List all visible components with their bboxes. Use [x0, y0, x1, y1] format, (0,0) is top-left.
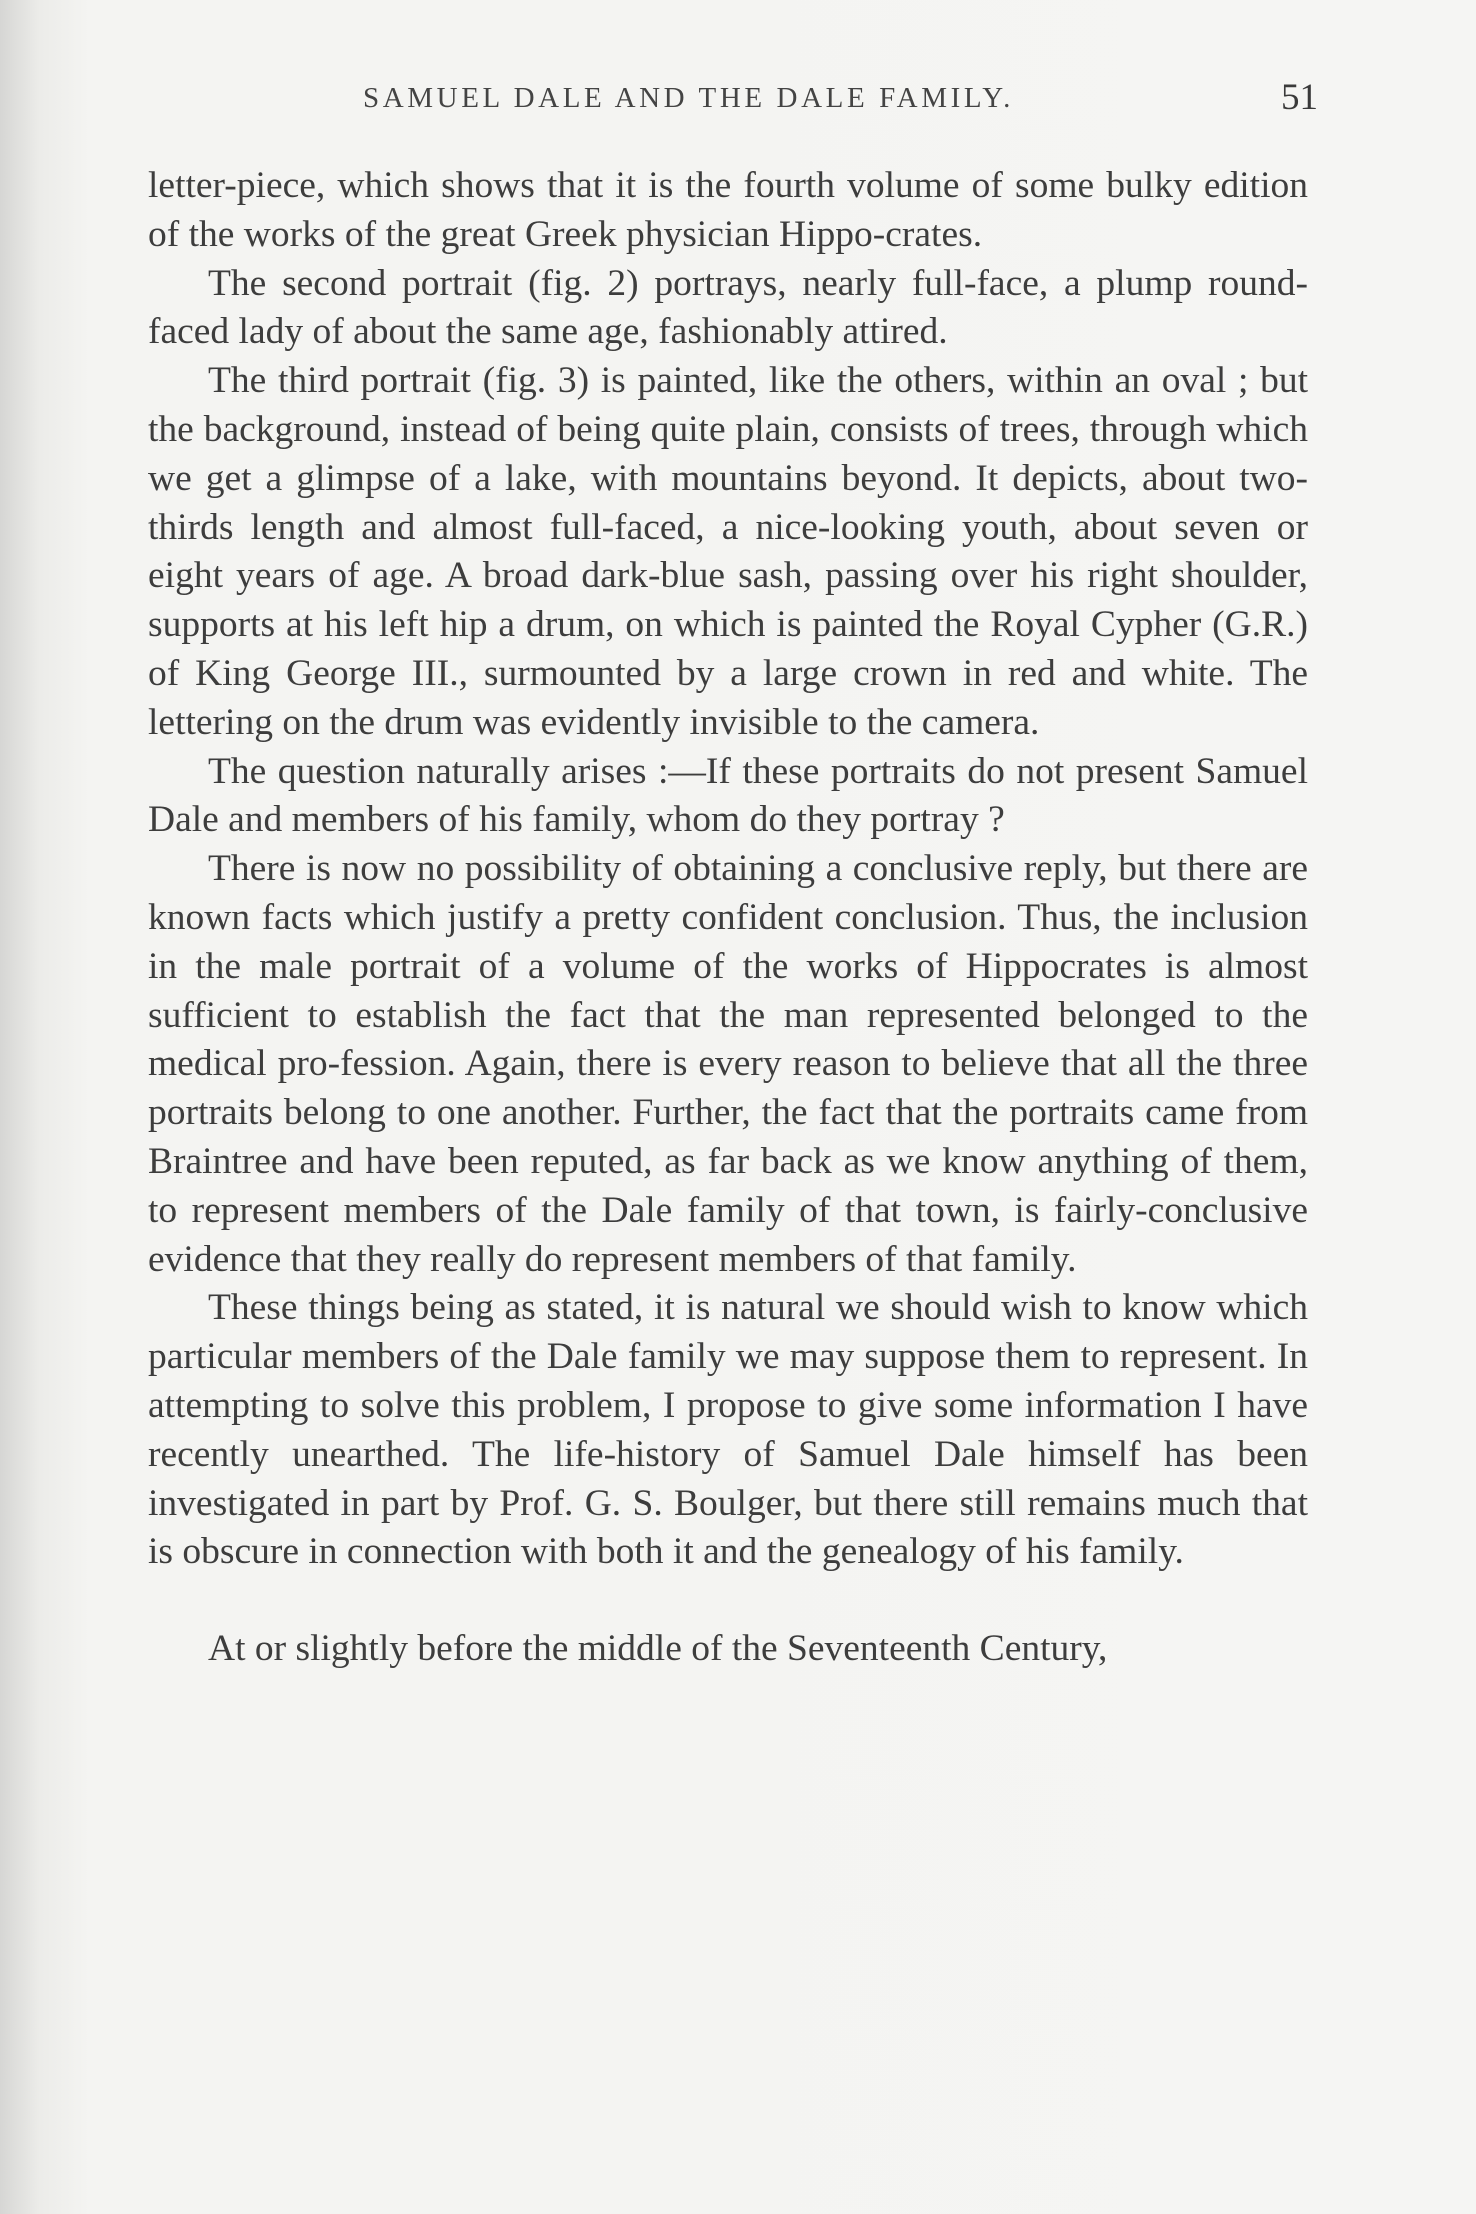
paragraph-third-portrait: The third portrait (fig. 3) is painted, like the others, within an oval ; but the background, instead of being quite plain, consists of trees, through which we get a glimpse of a lake, with mountains beyond. It depicts, about two-thirds length and almost full-faced, a nice-looking youth, about seven or eight years of age. A broad dark-blue sash, passing over his right shoulder, supports at his left hip a drum, on which is painted the Royal Cypher (G.R.) of King George III., surmounted by a large crown in red and white. The lettering on the drum was evidently invisible to the camera.: [148, 360, 1308, 743]
running-head: [148, 77, 1318, 126]
page-number: 51: [1281, 77, 1318, 118]
paragraph-seventeenth-century: At or slightly before the middle of the Seventeenth Century,: [208, 1628, 1108, 1670]
paragraph-continued: letter-piece, which shows that it is the fourth volume of some bulky edition of the works of the great Greek physician Hippo-crates.: [148, 165, 1308, 255]
paragraph-genealogy: These things being as stated, it is natural we should wish to know which particular members of the Dale family we may suppose them to represent. In attempting to solve this problem, I propose to give some information I have recently unearthed. The life-history of Samuel Dale himself has been investigated in part by Prof. G. S. Boulger, but there still remains much that is obscure in connection with both it and the genealogy of his family.: [148, 1287, 1308, 1573]
running-title: SAMUEL DALE AND THE DALE FAMILY.: [363, 82, 1014, 114]
paragraph-evidence: There is now no possibility of obtaining a conclusive reply, but there are known facts which justify a pretty confident conclusion. Thus, the inclusion in the male portrait of a volume of the works of Hippocrates is almost sufficient to establish the fact that the man represented belonged to the medical pro-fession. Again, there is every reason to believe that all the three portraits belong to one another. Further, the fact that the portraits came from Braintree and have been reputed, as far back as we know anything of them, to represent members of the Dale family of that town, is fairly-conclusive evidence that they really do represent members of that family.: [148, 848, 1308, 1280]
text-body: [148, 162, 1308, 1674]
paragraph-second-portrait: The second portrait (fig. 2) portrays, nearly full-face, a plump round-faced lady of about the same age, fashionably attired.: [148, 262, 1308, 353]
paragraph-question: The question naturally arises :—If these portraits do not present Samuel Dale and members of his family, whom do they portray ?: [148, 750, 1308, 841]
